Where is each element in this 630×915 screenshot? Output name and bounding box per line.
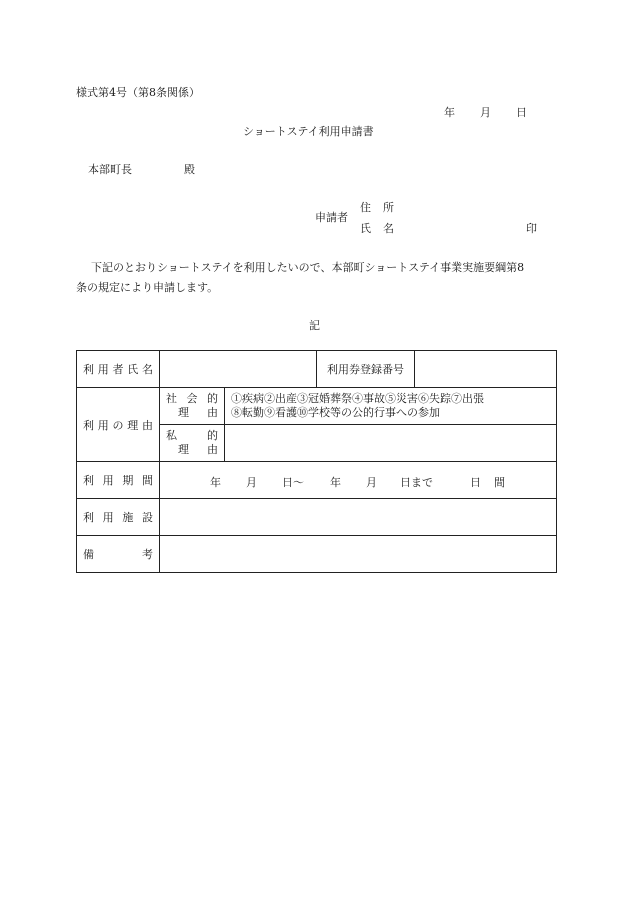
body-text-line-2: 条の規定により申請します。: [76, 281, 219, 294]
remarks-label: 備 考: [77, 536, 160, 573]
seal-mark: 印: [526, 222, 537, 235]
date-month-label: 月: [480, 106, 491, 119]
name-label-char-2: 名: [383, 222, 394, 235]
form-number: 様式第4号（第8条関係）: [76, 86, 200, 99]
addressee-name: 本部町長: [88, 163, 132, 176]
period-month-2: 月: [366, 476, 377, 489]
period-days-a: 日: [470, 476, 481, 489]
date-day-label: 日: [516, 106, 527, 119]
applicant-label: 申請者: [315, 211, 348, 224]
remarks-field[interactable]: [160, 536, 557, 573]
ticket-number-field[interactable]: [415, 351, 557, 388]
period-field[interactable]: [160, 462, 557, 499]
period-year-2: 年: [330, 476, 341, 489]
social-reason-options[interactable]: [225, 388, 557, 425]
period-year-1: 年: [210, 476, 221, 489]
private-reason-label: 私 的 理 由: [160, 425, 225, 462]
address-label: [360, 199, 394, 215]
facility-field[interactable]: [160, 499, 557, 536]
period-label: 利 用 期 間: [77, 462, 160, 499]
user-name-label: 利 用 者 氏 名: [77, 351, 160, 388]
date-year-label: 年: [444, 106, 455, 119]
document-title: ショートステイ利用申請書: [243, 125, 374, 138]
period-month-1: 月: [246, 476, 257, 489]
address-label-char-1: 住: [360, 201, 371, 214]
social-reason-line-2: ⑧転勤⑨看護⑩学校等の公的行事への参加: [231, 406, 440, 419]
period-days-b: 間: [494, 476, 505, 489]
name-label: [360, 220, 394, 236]
reason-label: 利 用 の 理 由: [77, 388, 160, 462]
ki-heading: 記: [309, 319, 320, 332]
period-day-2: 日まで: [400, 476, 433, 489]
social-reason-line-1: ①疾病②出産③冠婚葬祭④事故⑤災害⑥失踪⑦出張: [231, 392, 484, 405]
table-row: [77, 351, 557, 388]
social-reason-label: 社 会 的 理 由: [160, 388, 225, 425]
user-name-field[interactable]: [160, 351, 317, 388]
table-row: [77, 388, 557, 425]
addressee-honorific: 殿: [184, 163, 195, 176]
ticket-number-label: 利用券登録番号: [317, 351, 415, 388]
body-text-line-1: 下記のとおりショートステイを利用したいので、本部町ショートステイ事業実施要綱第8: [91, 261, 525, 274]
period-day-1: 日～: [282, 476, 304, 489]
facility-label: 利 用 施 設: [77, 499, 160, 536]
name-label-char-1: 氏: [360, 222, 371, 235]
address-label-char-2: 所: [383, 201, 394, 214]
table-row: [77, 536, 557, 573]
table-row: [77, 499, 557, 536]
application-table: [76, 350, 557, 573]
table-row: [77, 462, 557, 499]
private-reason-field[interactable]: [225, 425, 557, 462]
